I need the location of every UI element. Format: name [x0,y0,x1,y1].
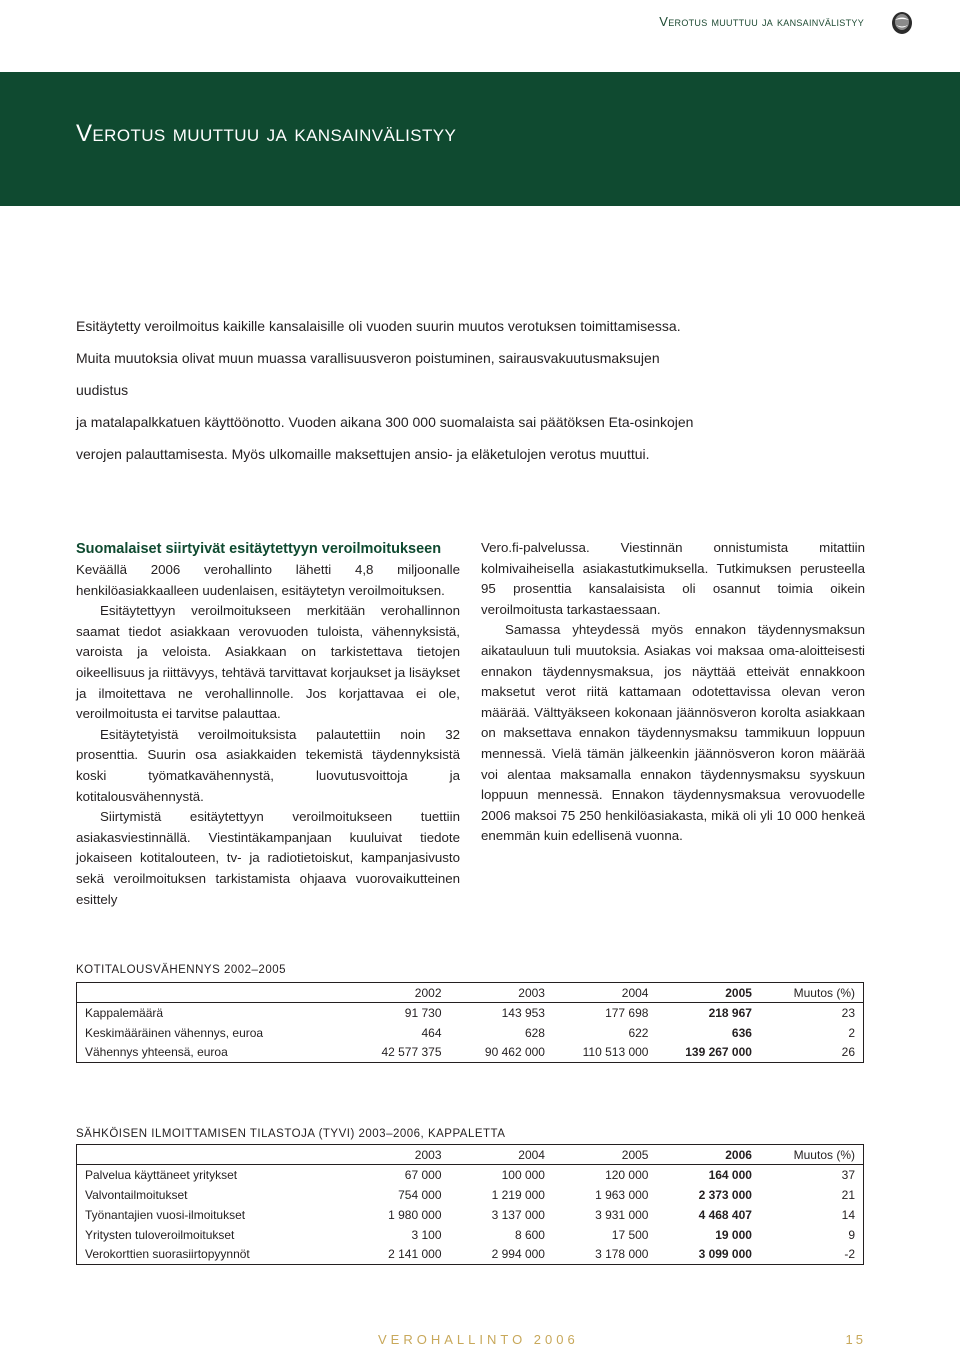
table-cell: 2 994 000 [491,1247,545,1262]
table-header-cell [77,1145,347,1165]
table-cell: 67 000 [404,1167,442,1182]
page-title: Verotus muuttuu ja kansainvälistyy [76,120,457,147]
article-column-right [481,538,865,847]
table-cell: 1 963 000 [595,1187,649,1202]
intro-line: Esitäytetty veroilmoitus kaikille kansalaisille oli vuoden suurin muutos verotuksen toimittamisessa. [76,318,681,334]
article-paragraph: Esitäytetyistä veroilmoituksista palautettiin noin 32 prosenttia. Suurin osa asiakkaiden tekemistä täydennyksistä koski työmatkavähennystä, luovutusvoittoja ja kotitalousvähennystä. [76,726,460,804]
table-cell: 2 [848,1025,855,1040]
table-cell: 3 099 000 [698,1247,752,1262]
section-heading: Suomalaiset siirtyivät esitäytettyyn veroilmoitukseen [76,541,442,557]
table-row [77,1043,864,1063]
table-header-cell: 2005 [725,985,752,1000]
table-header-cell: Muutos (%) [793,1147,855,1162]
table-cell: Vähennys yhteensä, euroa [85,1045,228,1060]
table-cell: 110 513 000 [582,1045,649,1060]
table-cell: 177 698 [605,1005,649,1020]
table-cell: 636 [731,1025,752,1040]
intro-line: verojen palauttamisesta. Myös ulkomaille maksettujen ansio- ja eläketulojen verotus muuttui. [76,446,650,462]
table-header-cell [77,983,347,1003]
table-title: KOTITALOUSVÄHENNYS 2002–2005 [76,964,287,976]
table-row [77,1225,864,1245]
table-cell: 628 [524,1025,545,1040]
table-cell: Verokorttien suorasiirtopyynnöt [85,1247,250,1262]
table-header-cell: 2004 [621,985,649,1000]
table-cell: Kappalemäärä [85,1005,164,1020]
table-header-cell: 2004 [518,1147,545,1162]
table-row [77,1003,864,1023]
intro-line: Muita muutoksia olivat muun muassa varallisuusveron poistuminen, sairausvakuutusmaksujen uudistus [76,350,660,398]
table-cell: 17 500 [611,1227,649,1242]
e-filing-statistics-table [76,1144,864,1265]
intro-line: ja matalapalkkatuen käyttöönotto. Vuoden aikana 300 000 suomalaista sai päätöksen Eta-osinkojen [76,414,694,430]
table-cell: 143 953 [501,1005,545,1020]
table-header-cell: 2003 [518,985,545,1000]
table-cell: 622 [628,1025,649,1040]
table-cell: 3 137 000 [491,1207,545,1222]
article-column-left [76,538,460,910]
table-header-cell: 2002 [414,985,442,1000]
table-cell: 464 [421,1025,442,1040]
article-paragraph: Siirtymistä esitäytettyyn veroilmoitukseen tuettiin asiakasviestinnällä. Viestintäkampanjaan kuuluivat tiedote jokaiseen kotitalouteen, tv- ja radiotietoiskut, kampanjasivusto sekä veroilmoituksen tarkistamista ohjaava vuorovaikutteinen esittely [76,809,460,907]
table-cell: 2 373 000 [698,1187,752,1202]
footer-brand: VEROHALLINTO 2006 [378,1332,579,1347]
table-cell: 100 000 [501,1167,545,1182]
table-row [77,1165,864,1185]
table-cell: 139 267 000 [685,1045,752,1060]
table-cell: 23 [841,1005,855,1020]
article-paragraph: Vero.fi-palvelussa. Viestinnän onnistumista mitattiin kolmivaiheisella asiakastutkimuksella. Tutkimuksen perusteella 95 prosenttia kansalaisista oli osannut toimia oikein veroilmoitusta tarkastaessaan. [481,540,865,617]
table-cell: Palvelua käyttäneet yritykset [85,1167,238,1182]
article-paragraph: Keväällä 2006 verohallinto lähetti 4,8 miljoonalle henkilöasiakkaalleen uudenlaisen, esitäytetyn veroilmoituksen. [76,562,460,598]
table-row [77,1205,864,1225]
table-header-cell: Muutos (%) [793,985,855,1000]
table-cell: 8 600 [514,1227,545,1242]
table-cell: Valvontailmoitukset [85,1187,188,1202]
table-cell: 21 [841,1187,855,1202]
title-banner [0,72,960,206]
table-row [77,1185,864,1205]
table-cell: 90 462 000 [484,1045,545,1060]
table-header-row [77,983,864,1003]
table-header-row [77,1145,864,1165]
table-cell: 3 178 000 [595,1247,649,1262]
table-title: SÄHKÖISEN ILMOITTAMISEN TILASTOJA (TYVI) 2003–2006, KAPPALETTA [76,1128,506,1140]
table-cell: 120 000 [605,1167,649,1182]
table-header-cell: 2003 [414,1147,442,1162]
table-cell: 164 000 [708,1167,752,1182]
article-paragraph: Esitäytettyyn veroilmoitukseen merkitään verohallinnon saamat tiedot asiakkaan verovuoden tuloista, vähennyksistä, varoista ja veloista. Asiakkaan on tarkistettava tietojen oikeellisuus ja riittävyys, tehtävä tarvittavat korjaukset ja lisäykset ja ilmoitettava ne verohallinnolle. Jos korjattavaa ei ole, veroilmoitusta ei tarvitse palauttaa. [76,603,460,722]
table-cell: Työnantajien vuosi-ilmoitukset [85,1207,246,1222]
table-cell: Keskimääräinen vähennys, euroa [85,1025,264,1040]
table-cell: 14 [841,1207,855,1222]
table-cell: 42 577 375 [381,1045,442,1060]
crest-logo-icon [890,10,914,36]
table-row [77,1023,864,1043]
table-cell: 1 219 000 [491,1187,545,1202]
table-header-cell: 2005 [621,1147,649,1162]
running-head: Verotus muuttuu ja kansainvälistyy [659,14,864,29]
table-header-cell: 2006 [725,1147,752,1162]
household-deduction-table [76,982,864,1063]
table-cell: 26 [841,1045,855,1060]
page-number: 15 [845,1332,866,1347]
table-cell: 9 [848,1227,855,1242]
table-row [77,1245,864,1265]
table-cell: 3 931 000 [595,1207,649,1222]
table-cell: 3 100 [411,1227,442,1242]
intro-text [76,310,696,470]
table-cell: Yritysten tuloveroilmoitukset [85,1227,235,1242]
table-cell: 37 [841,1167,855,1182]
table-cell: 1 980 000 [388,1207,442,1222]
table-cell: -2 [844,1247,855,1262]
table-cell: 4 468 407 [698,1207,752,1222]
table-cell: 2 141 000 [388,1247,442,1262]
article-paragraph: Samassa yhteydessä myös ennakon täydennysmaksun aikatauluun tuli muutoksia. Asiakas voi maksaa oma-aloitteisesti ennakon täydennysmaksua, jos näyttää etteivät ennakkoon maksetut verot riitä kattamaan odotettavissa olevan veron määrää. Välttyäkseen kokonaan jäännösveron korolta asiakkaan on maksettava ennakon täydennysmaksu tammikuun loppuun mennessä. Vielä tämän jälkeenkin jäännösveron koron määrää voi alentaa maksamalla ennakon täydennysmaksu syyskuun loppuun mennessä. Ennakon täydennysmaksua verovuodelle 2006 maksoi 75 250 henkilöasiakasta, mikä oli yli 10 000 henkeä enemmän kuin edellisenä vuonna. [481,622,865,844]
table-cell: 754 000 [398,1187,442,1202]
table-cell: 91 730 [404,1005,442,1020]
table-cell: 218 967 [708,1005,752,1020]
table-cell: 19 000 [715,1227,752,1242]
